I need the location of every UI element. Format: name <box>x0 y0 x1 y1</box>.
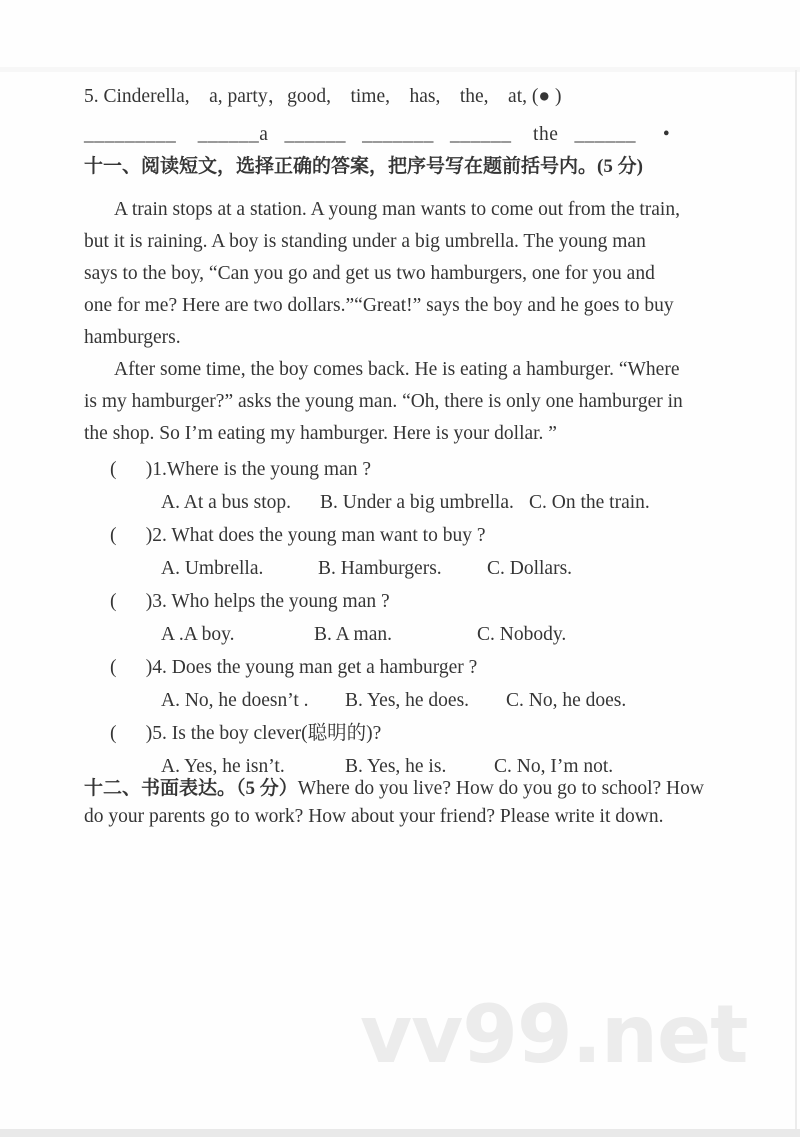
question-5-option-c: C. No, I’m not. <box>494 756 614 777</box>
question-2-option-a: A. Umbrella. <box>161 558 264 579</box>
passage-line: A train stops at a station. A young man wants to come out from the train, <box>114 199 680 220</box>
question-2-option-b: B. Hamburgers. <box>318 558 442 579</box>
page-top-edge <box>0 67 800 72</box>
section-11-heading: 十一、阅读短文，选择正确的答案，把序号写在题前括号内。(5 分) <box>84 156 643 177</box>
passage-line: but it is raining. A boy is standing under a big umbrella. The young man <box>84 231 646 252</box>
reading-passage-paragraph-2 <box>84 354 740 450</box>
question-4-option-b: B. Yes, he does. <box>345 690 470 711</box>
question-5-option-a: A. Yes, he isn’t. <box>161 756 285 777</box>
question-4-stem: ( )4. Does the young man get a hamburger ? <box>110 657 478 678</box>
question-1-options <box>161 486 740 519</box>
question-3-option-c: C. Nobody. <box>477 624 567 645</box>
section-12 <box>84 775 740 831</box>
exercise-5-answer-blanks: _________ ______a ______ _______ ______ the ______ • <box>84 124 671 145</box>
question-1-option-c: C. On the train. <box>529 492 650 513</box>
section-12-line-2: do your parents go to work? How about your friend? Please write it down. <box>84 806 664 827</box>
question-4-options <box>161 684 740 717</box>
question-1-stem: ( )1.Where is the young man ? <box>110 459 372 480</box>
passage-line: says to the boy, “Can you go and get us two hamburgers, one for you and <box>84 263 655 284</box>
question-5-stem: ( )5. Is the boy clever(聪明的)? <box>110 723 382 744</box>
question-3-stem: ( )3. Who helps the young man ? <box>110 591 390 612</box>
passage-line: After some time, the boy comes back. He is eating a hamburger. “Where <box>114 359 680 380</box>
section-12-heading: 十二、书面表达。（5 分） <box>84 778 298 799</box>
watermark-text: vv99.net <box>360 988 748 1081</box>
question-5-option-b: B. Yes, he is. <box>345 756 447 777</box>
comprehension-questions <box>84 453 740 783</box>
exercise-5-prompt: 5. Cinderella, a, party，good, time, has, the, at, (● ) <box>84 86 562 107</box>
question-3-options <box>161 618 740 651</box>
page-bottom-edge <box>0 1129 800 1137</box>
section-12-line-1 <box>84 775 740 803</box>
question-3-option-a: A .A boy. <box>161 624 235 645</box>
question-4-option-c: C. No, he does. <box>506 690 627 711</box>
question-2-stem: ( )2. What does the young man want to buy ? <box>110 525 486 546</box>
question-2-option-c: C. Dollars. <box>487 558 573 579</box>
passage-line: hamburgers. <box>84 327 181 348</box>
passage-line: one for me? Here are two dollars.”“Great!” says the boy and he goes to buy <box>84 295 674 316</box>
question-3-option-b: B. A man. <box>314 624 393 645</box>
reading-passage-paragraph-1 <box>84 194 740 354</box>
passage-line: is my hamburger?” asks the young man. “Oh, there is only one hamburger in <box>84 391 683 412</box>
exam-content <box>0 84 800 831</box>
section-12-prompt-text: Where do you live? How do you go to school? How <box>297 778 704 799</box>
question-2-options <box>161 552 740 585</box>
passage-line: the shop. So I’m eating my hamburger. Here is your dollar. ” <box>84 423 557 444</box>
question-4-option-a: A. No, he doesn’t . <box>161 690 309 711</box>
question-1-option-b: B. Under a big umbrella. <box>320 492 514 513</box>
question-1-option-a: A. At a bus stop. <box>161 492 292 513</box>
